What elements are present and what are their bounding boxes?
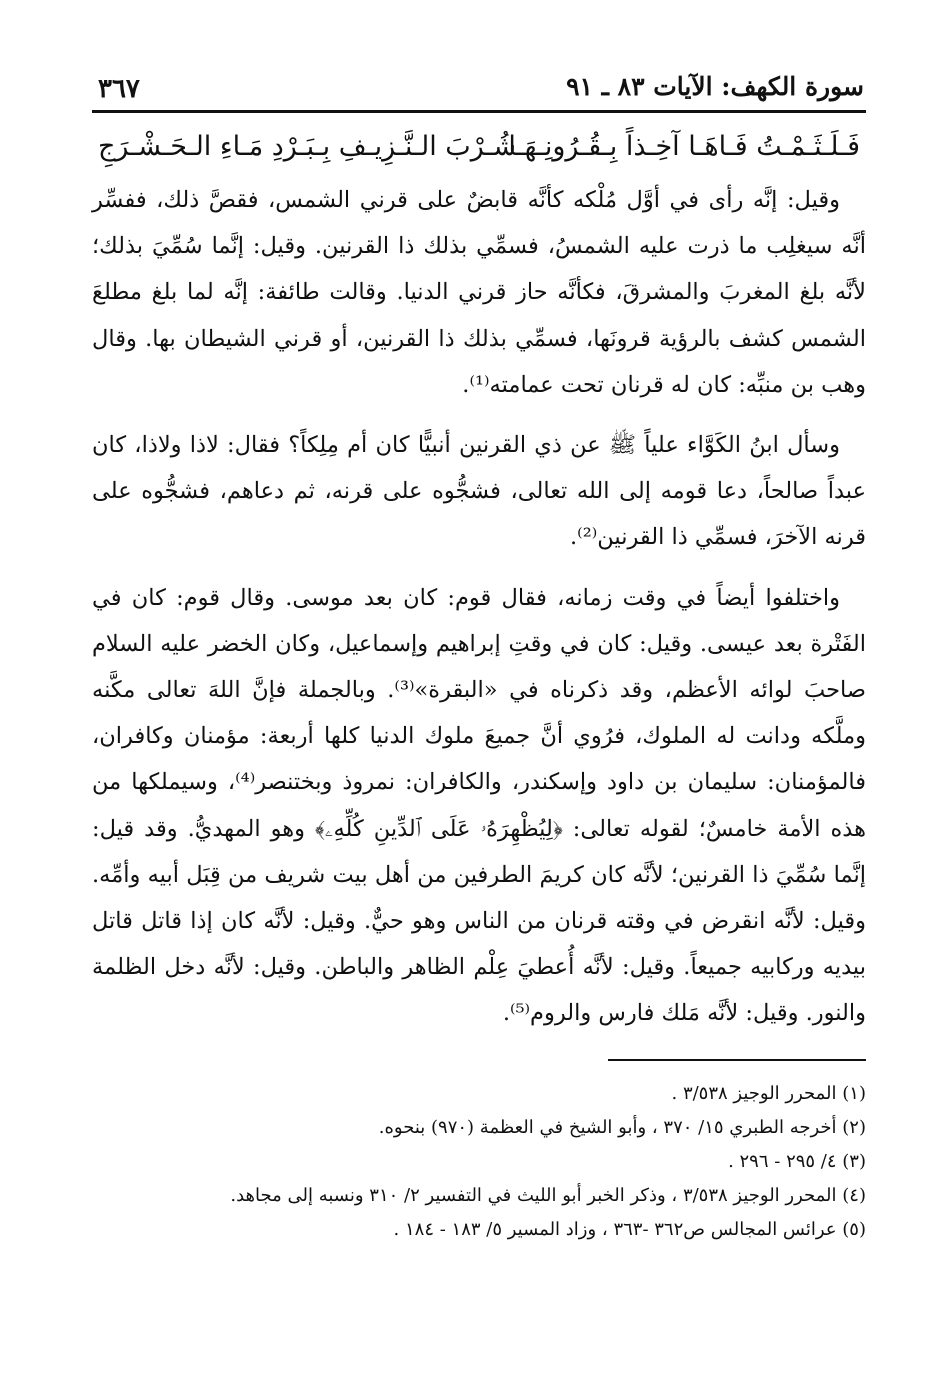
verse-first-hemistich: فَـلَـثَـمْـتُ فَـاهَـا آخِـذاً بِـقُـرُونِـهَـا [508, 131, 860, 162]
page-number: ٣٦٧ [98, 74, 140, 104]
footnote: (٤) المحرر الوجيز ٣/٥٣٨ ، وذكر الخبر أبو الليث في التفسير ٢/ ٣١٠ ونسبه إلى مجاهد. [230, 1184, 866, 1206]
footnotes [92, 1077, 866, 1247]
footnote: (٢) أخرجه الطبري ١٥/ ٣٧٠ ، وأبو الشيخ في العظمة (٩٧٠) بنحوه. [378, 1116, 866, 1138]
footnote: (٣) ٤/ ٢٩٥ - ٢٩٦ . [728, 1150, 866, 1172]
verse-second-hemistich: شُـرْبَ الـنَّـزِيـفِ بِـبَـرْدِ مَـاءِ الـحَـشْـرَجِ [98, 131, 517, 162]
body-paragraph: وسأل ابنُ الكَوَّاء علياً ﷺ عن ذي القرنين أنبيًّا كان أم مِلِكاً؟ فقال: لاذا ولاذا، كان عبداً صالحاً، دعا قومه إلى الله تعالى، فشجُّوه على قرنه، ثم دعاهم، فشجُّوه على قرنه الآخرَ، فسمِّي ذا القرنين⁽²⁾. [92, 432, 866, 551]
body-paragraph: وقيل: إنَّه رأى في أوَّل مُلْكه كأنَّه قابضٌ على قرني الشمس، فقصَّ ذلك، ففسِّر أنَّه سيغلِب ما ذرت عليه الشمسُ، فسمِّي بذلك ذا القرنين. وقيل: إنَّما سُمِّيَ بذلك؛ لأنَّه بلغ المغربَ والمشرقَ، فكأنَّه حاز قرني الدنيا. وقالت طائفة: إنَّه لما بلغ مطلعَ الشمس كشف بالرؤية قرونَها، فسمِّي بذلك ذا القرنين، أو قرني الشيطان بها. وقال وهب بن منبِّه: كان له قرنان تحت عمامته⁽¹⁾. [92, 187, 866, 398]
book-page [92, 64, 866, 1247]
running-header [92, 64, 866, 113]
footnote: (٥) عرائس المجالس ص٣٦٢ -٣٦٣ ، وزاد المسير ٥/ ١٨٣ - ١٨٤ . [393, 1218, 866, 1240]
poetry-verse [92, 131, 866, 177]
footnote: (١) المحرر الوجيز ٣/٥٣٨ . [671, 1082, 866, 1104]
header-title: سورة الكهف: الآيات ٨٣ ـ ٩١ [566, 72, 864, 101]
footnote-separator [608, 1059, 866, 1061]
body-paragraph: واختلفوا أيضاً في وقت زمانه، فقال قوم: كان بعد موسى. وقال قوم: كان في الفَتْرة بعد عيسى. وقيل: كان في وقتِ إبراهيم وإسماعيل، وكان الخضر عليه السلام صاحبَ لوائه الأعظم، وقد ذكرناه في «البقرة»⁽³⁾. وبالجملة فإنَّ اللهَ تعالى مكَّنه وملَّكه ودانت له الملوك، فرُوي أنَّ جميعَ ملوك الدنيا كلها أربعة: مؤمنان وكافران، فالمؤمنان: سليمان بن داود وإسكندر، والكافران: نمروذ وبختنصر⁽⁴⁾، وسيملكها من هذه الأمة خامسٌ؛ لقوله تعالى: ﴿لِيُظْهِرَهُۥ عَلَى ٱلدِّينِ كُلِّهِۦ﴾ وهو المهديُّ. وقد قيل: إنَّما سُمِّيَ ذا القرنين؛ لأنَّه كان كريمَ الطرفين من أهل بيت شريف من قِبَل أبيه وأمِّه. وقيل: لأنَّه انقرض في وقته قرنان من الناس وهو حيٌّ. وقيل: لأنَّه كان إذا قاتل قاتل بيديه وركابيه جميعاً. وقيل: لأنَّه أُعطيَ عِلْم الظاهر والباطن. وقيل: لأنَّه دخل الظلمة والنور. وقيل: لأنَّه مَلك فارس والروم⁽⁵⁾. [92, 584, 867, 1027]
